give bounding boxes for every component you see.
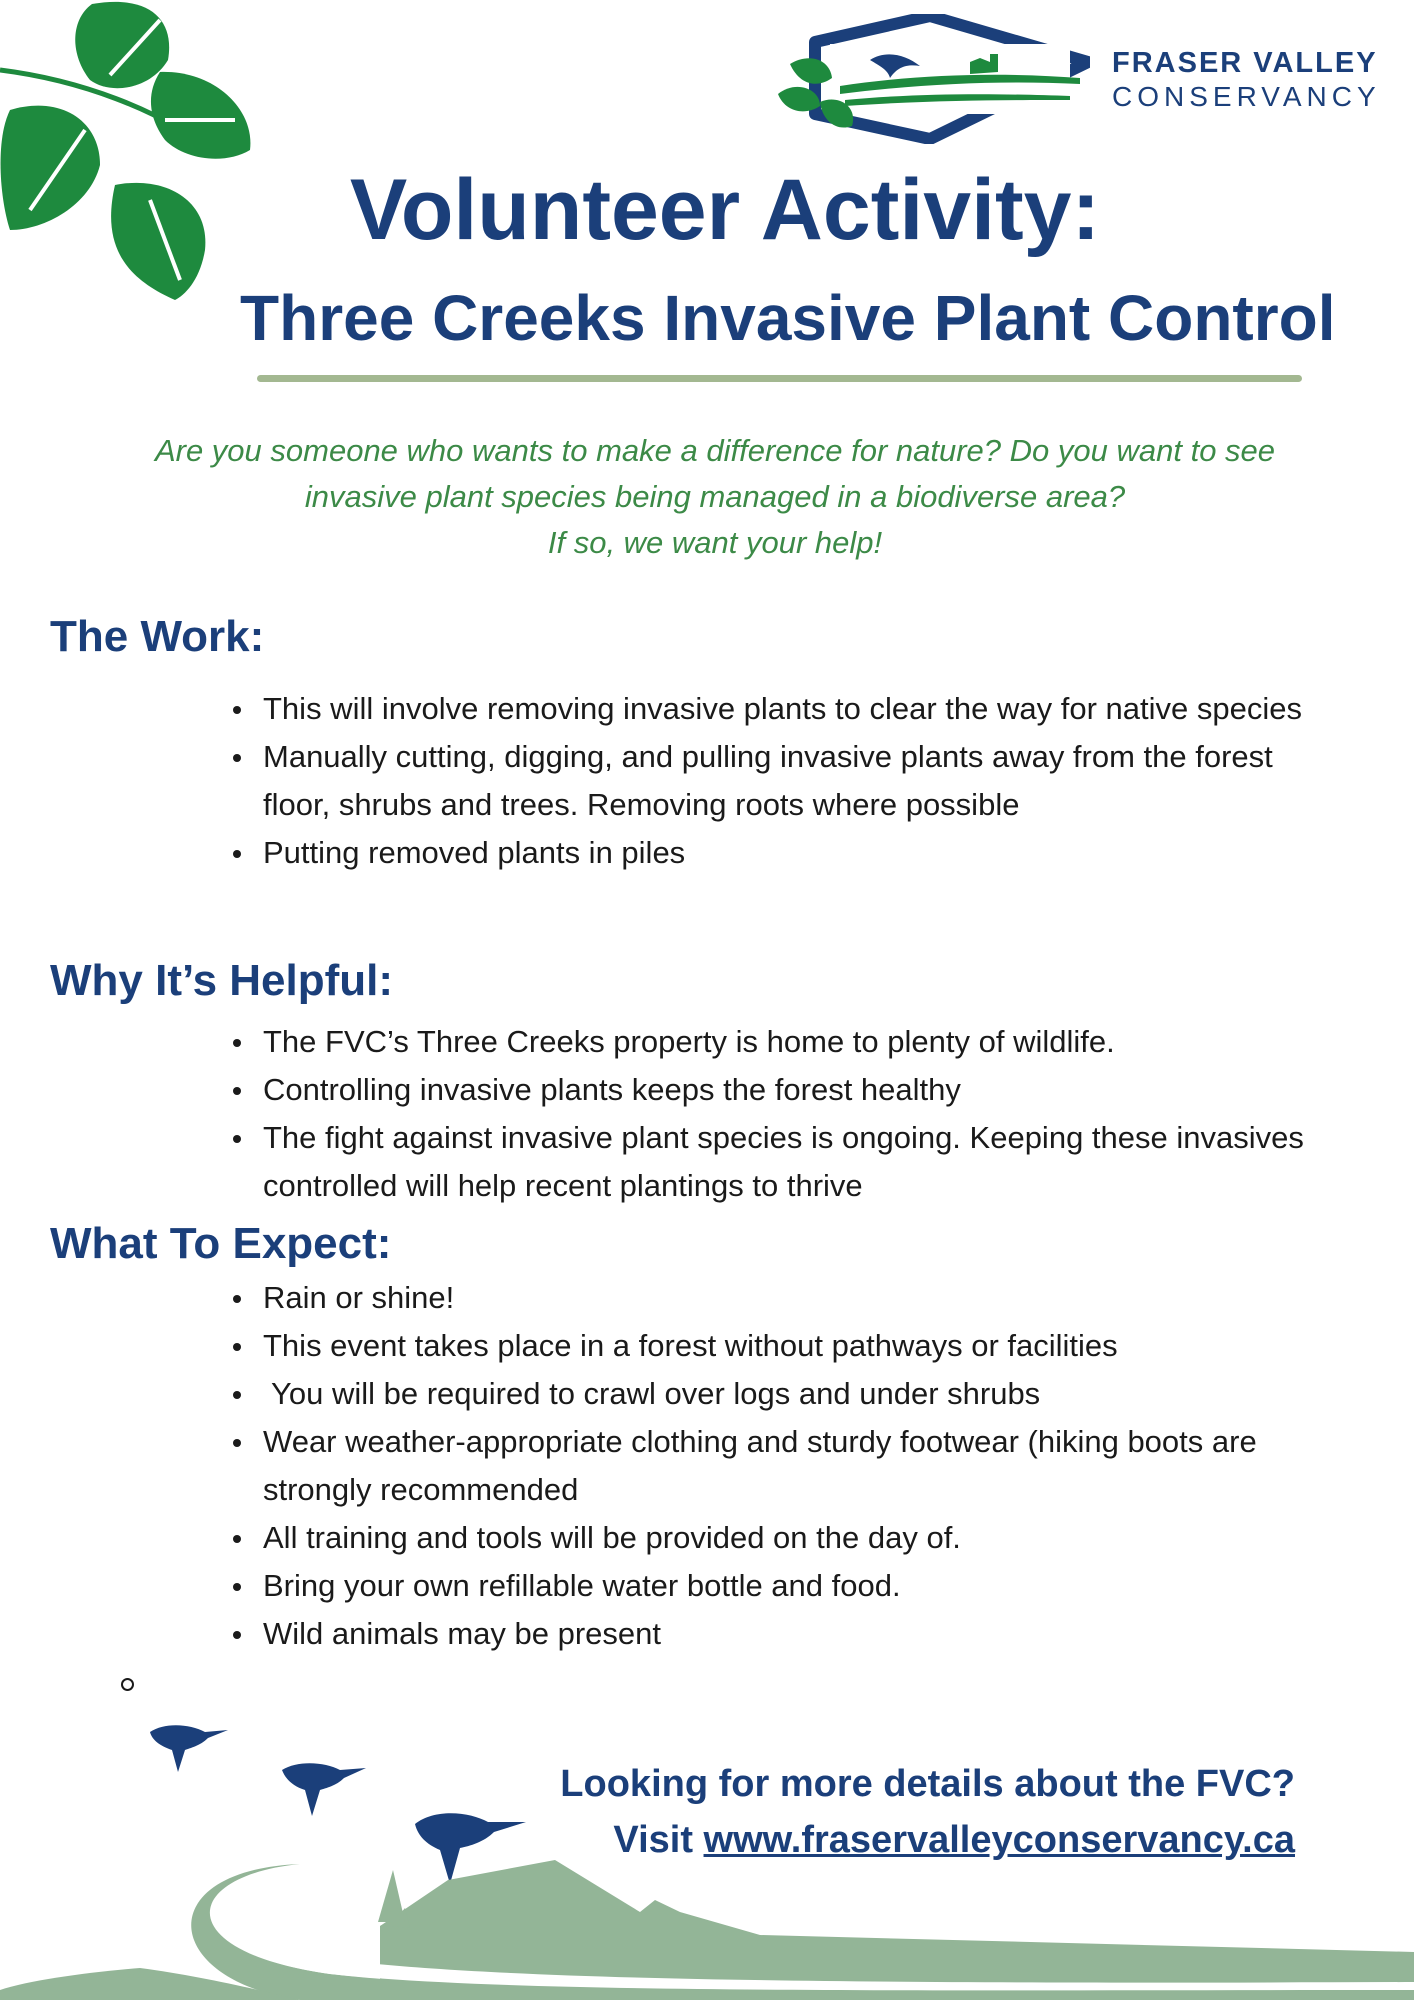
org-name-line2: CONSERVANCY xyxy=(1112,81,1381,112)
intro-paragraph xyxy=(60,428,1370,566)
footer-cta xyxy=(440,1756,1295,1868)
list-item: Wear weather-appropriate clothing and sturdy footwear (hiking boots are strongly recommended xyxy=(233,1418,1313,1514)
footer-visit-prefix: Visit xyxy=(613,1819,704,1861)
leaves-decoration-icon xyxy=(0,0,260,300)
footer-question: Looking for more details about the FVC? xyxy=(560,1763,1295,1805)
section-heading-what-to-expect: What To Expect: xyxy=(50,1219,392,1268)
list-item: Rain or shine! xyxy=(233,1274,1313,1322)
page-title: Volunteer Activity: xyxy=(349,162,1101,258)
page-subtitle: Three Creeks Invasive Plant Control xyxy=(240,282,1336,354)
org-name-line1: FRASER VALLEY xyxy=(1112,47,1378,79)
org-name xyxy=(1112,46,1412,114)
list-item: All training and tools will be provided on the day of. xyxy=(233,1514,1313,1562)
fvc-logo-icon xyxy=(770,14,1090,144)
list-item: Bring your own refillable water bottle and food. xyxy=(233,1562,1313,1610)
list-item: The fight against invasive plant species is ongoing. Keeping these invasives controlled will help recent plantings to thrive xyxy=(233,1114,1313,1210)
list-item: This event takes place in a forest without pathways or facilities xyxy=(233,1322,1313,1370)
list-item: The FVC’s Three Creeks property is home to plenty of wildlife. xyxy=(233,1018,1313,1066)
list-item: Manually cutting, digging, and pulling invasive plants away from the forest floor, shrubs and trees. Removing roots where possible xyxy=(233,733,1313,829)
list-item: Wild animals may be present xyxy=(233,1610,1313,1658)
title-divider xyxy=(257,375,1302,382)
intro-line: invasive plant species being managed in a biodiverse area? xyxy=(304,479,1126,514)
section-heading-the-work: The Work: xyxy=(50,612,265,661)
list-item: Controlling invasive plants keeps the forest healthy xyxy=(233,1066,1313,1114)
list-item: This will involve removing invasive plants to clear the way for native species xyxy=(233,685,1313,733)
intro-line: If so, we want your help! xyxy=(547,525,883,560)
bullet-list-what-to-expect xyxy=(233,1274,1313,1658)
bullet-list-why-helpful xyxy=(233,1018,1313,1210)
website-link[interactable]: www.fraservalleyconservancy.ca xyxy=(703,1819,1295,1861)
footer-visit-line xyxy=(440,1812,1295,1868)
intro-line: Are you someone who wants to make a difference for nature? Do you want to see xyxy=(154,433,1276,468)
section-heading-why-helpful: Why It’s Helpful: xyxy=(50,956,394,1005)
bullet-list-the-work xyxy=(233,685,1313,877)
list-item: You will be required to crawl over logs and under shrubs xyxy=(233,1370,1313,1418)
list-item: Putting removed plants in piles xyxy=(233,829,1313,877)
